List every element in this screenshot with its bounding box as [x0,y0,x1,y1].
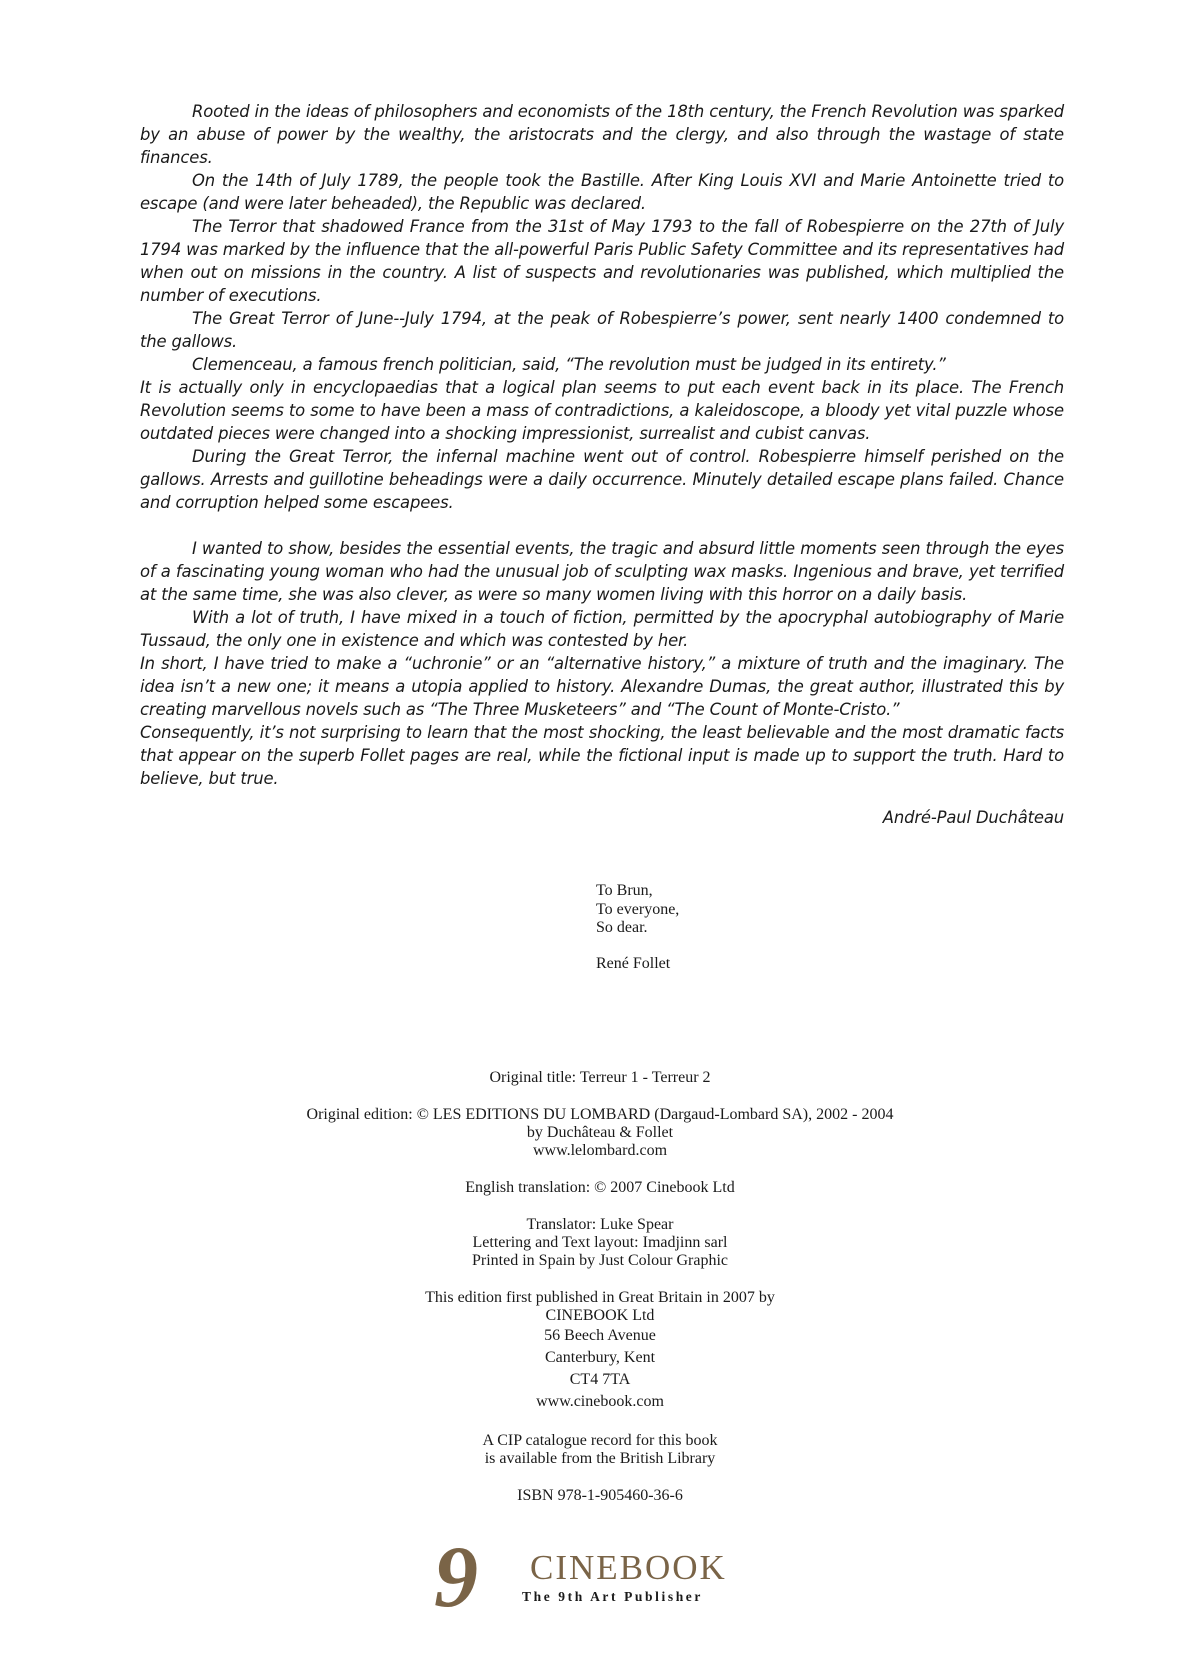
paragraph-gap [140,514,1064,537]
credit-line: Translator: Luke Spear [526,1216,674,1233]
preface-paragraph: I wanted to show, besides the essential events, the tragic and absurd little moments seen through the eyes of a fascinating young woman who had the unusual job of sculpting wax masks. Ingenious and brave, yet terrified at the same time, she was also clever, as were so many women living with this horror on a daily basis. [140,539,1064,604]
logo-name: CINEBOOK [530,1548,727,1587]
original-title-block [0,1069,1200,1087]
logo-superscript: th [482,1554,494,1570]
address-line: www.cinebook.com [536,1393,664,1410]
logo-tagline: The 9th Art Publisher [522,1589,703,1604]
address-line: Canterbury, Kent [544,1349,656,1366]
preface-paragraph: With a lot of truth, I have mixed in a touch of fiction, permitted by the apocryphal autobiography of Marie Tussaud, the only one in existence and which was contested by her. [140,608,1064,650]
preface-paragraph: Clemenceau, a famous french politician, said, “The revolution must be judged in its entirety.” [192,355,946,374]
logo-numeral: 9 [434,1538,478,1612]
preface-paragraph: In short, I have tried to make a “uchronie” or an “alternative history,” a mixture of truth and the imaginary. The idea isn’t a new one; it means a utopia applied to history. Alexandre Dumas, the great author, illustrated this by creating marvellous novels such as “The Three Musketeers” and “The Count of Monte-Cristo.” [140,654,1064,719]
dedication-signature: René Follet [596,954,671,972]
original-title: Original title: Terreur 1 - Terreur 2 [489,1069,711,1086]
publisher-block [0,1289,1200,1413]
preface-signature: André-Paul Duchâteau [882,808,1064,827]
translation-block [0,1179,1200,1197]
dedication-line: To everyone, [596,900,680,918]
dedication [596,882,679,973]
isbn-block [0,1487,1200,1505]
credit-line: CINEBOOK Ltd [545,1307,655,1324]
address-line: CT4 7TA [569,1371,631,1388]
production-block [0,1216,1200,1270]
credit-line: English translation: © 2007 Cinebook Ltd [465,1179,735,1196]
preface-paragraph: Rooted in the ideas of philosophers and economists of the 18th century, the French Revolution was sparked by an abuse of power by the wealthy, the aristocrats and the clergy, and also through the wastage of state finances. [140,102,1064,167]
preface-text [140,100,1064,829]
preface-paragraph: The Terror that shadowed France from the 31st of May 1793 to the fall of Robespierre on the 27th of July 1794 was marked by the influence that the all-powerful Paris Public Safety Committee and its representatives had when out on missions in the country. A list of suspects and revolutionaries was published, which multiplied the number of executions. [140,217,1064,305]
isbn: ISBN 978-1-905460-36-6 [517,1487,683,1504]
original-edition-block [0,1106,1200,1160]
preface-paragraph: It is actually only in encyclopaedias that a logical plan seems to put each event back in its place. The French Revolution seems to some to have been a mass of contradictions, a kaleidoscope, a bloody yet vital puzzle whose outdated pieces were changed into a shocking impressionist, surrealist and cubist canvas. [140,378,1064,443]
credit-line: Lettering and Text layout: Imadjinn sarl [472,1234,728,1251]
address-line: 56 Beech Avenue [544,1327,656,1344]
cinebook-logo [430,1538,770,1612]
cip-block [0,1432,1200,1468]
dedication-line: So dear. [596,919,648,936]
credit-line: This edition first published in Great Britain in 2007 by [425,1289,775,1306]
credit-line: is available from the British Library [484,1450,716,1467]
credit-line: Printed in Spain by Just Colour Graphic [472,1252,728,1269]
preface-paragraph: On the 14th of July 1789, the people took the Bastille. After King Louis XVI and Marie Antoinette tried to escape (and were later beheaded), the Republic was declared. [140,171,1064,213]
credit-line: A CIP catalogue record for this book [482,1432,718,1449]
preface-paragraph: Consequently, it’s not surprising to learn that the most shocking, the least believable and the most dramatic facts that appear on the superb Follet pages are real, while the fictional input is made up to support the truth. Hard to believe, but true. [140,723,1064,788]
credit-line: Original edition: © LES EDITIONS DU LOMBARD (Dargaud-Lombard SA), 2002 - 2004 [306,1106,894,1123]
credits [0,1069,1200,1524]
preface-paragraph: During the Great Terror, the infernal machine went out of control. Robespierre himself perished on the gallows. Arrests and guillotine beheadings were a daily occurrence. Minutely detailed escape plans failed. Chance and corruption helped some escapees. [140,447,1064,512]
credit-line: www.lelombard.com [532,1142,668,1159]
dedication-line: To Brun, [596,882,653,899]
credit-line: by Duchâteau & Follet [526,1124,674,1141]
preface-paragraph: The Great Terror of June--July 1794, at the peak of Robespierre’s power, sent nearly 1400 condemned to the gallows. [140,309,1064,351]
logo-numeral-icon [430,1538,530,1612]
